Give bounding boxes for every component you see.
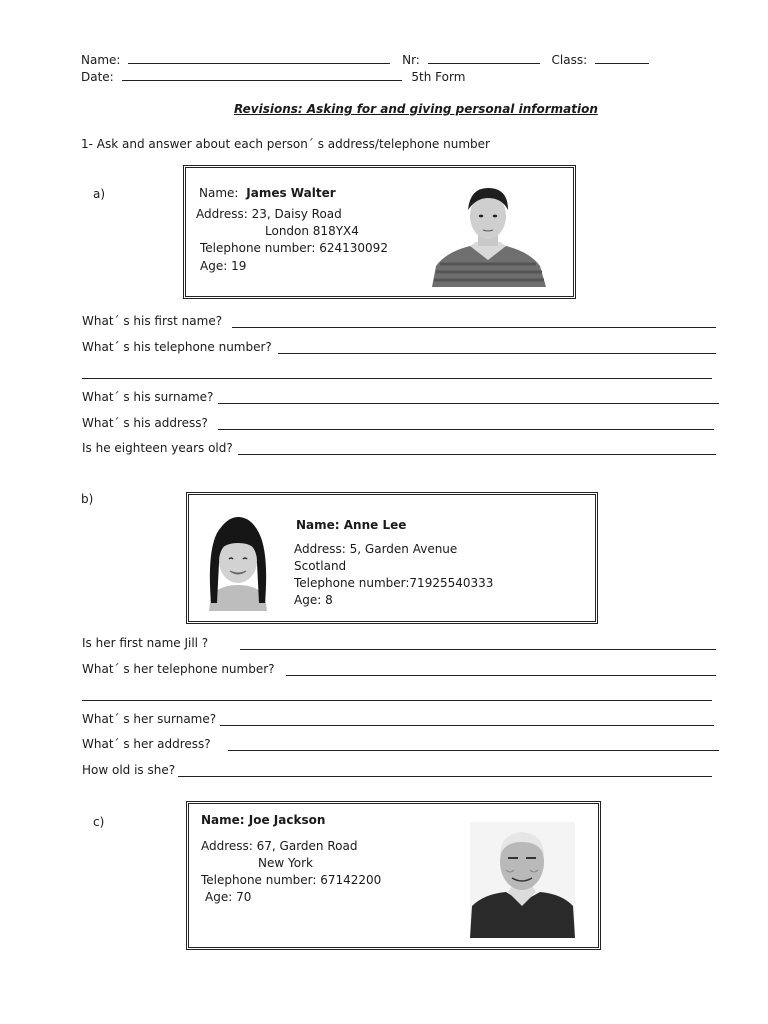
question-b-6-text: How old is she? xyxy=(82,763,176,777)
name-field[interactable] xyxy=(128,52,390,64)
question-b-5 xyxy=(82,737,719,753)
form-label: 5th Form xyxy=(411,70,466,84)
card-a xyxy=(183,165,576,299)
card-a-name xyxy=(199,186,336,200)
photo-young-man xyxy=(426,180,551,287)
question-a-5 xyxy=(82,416,714,432)
question-a-4-text: What´ s his surname? xyxy=(82,390,214,404)
worksheet-title: Revisions: Asking for and giving personal information xyxy=(234,102,598,116)
instruction: 1- Ask and answer about each person´ s address/telephone number xyxy=(81,137,490,151)
question-a-4 xyxy=(82,390,719,406)
question-a-5-text: What´ s his address? xyxy=(82,416,208,430)
question-a-2 xyxy=(82,340,716,356)
nr-label: Nr: xyxy=(402,53,420,67)
card-c-name: Name: Joe Jackson xyxy=(201,813,326,827)
card-a-phone: Telephone number: 624130092 xyxy=(200,241,388,255)
card-c-address2: New York xyxy=(258,856,313,870)
letter-b: b) xyxy=(81,492,94,506)
question-a-2-text: What´ s his telephone number? xyxy=(82,340,272,354)
class-field[interactable] xyxy=(595,52,649,64)
card-c xyxy=(186,801,601,950)
card-c-phone: Telephone number: 67142200 xyxy=(201,873,382,887)
answer-a-6[interactable] xyxy=(238,454,716,455)
answer-a-2[interactable] xyxy=(278,353,716,354)
answer-a-4[interactable] xyxy=(218,403,719,404)
card-b-age: Age: 8 xyxy=(294,593,333,607)
question-b-1 xyxy=(82,636,716,652)
question-b-1-text: Is her first name Jill ? xyxy=(82,636,209,650)
answer-a-3[interactable] xyxy=(82,378,712,379)
photo-girl xyxy=(201,513,275,611)
answer-b-2[interactable] xyxy=(286,675,716,676)
question-a-1 xyxy=(82,314,716,330)
answer-b-1[interactable] xyxy=(240,649,716,650)
card-b-address2: Scotland xyxy=(294,559,347,573)
question-b-2-text: What´ s her telephone number? xyxy=(82,662,275,676)
header-name-row xyxy=(81,52,653,67)
card-a-name-label: Name: xyxy=(199,186,239,200)
question-b-6 xyxy=(82,763,712,779)
question-b-4 xyxy=(82,712,714,728)
card-c-age: Age: 70 xyxy=(205,890,252,904)
answer-a-5[interactable] xyxy=(218,429,714,430)
nr-field[interactable] xyxy=(428,52,540,64)
card-b-phone: Telephone number:71925540333 xyxy=(294,576,494,590)
card-c-address1: Address: 67, Garden Road xyxy=(201,839,358,853)
question-a-1-text: What´ s his first name? xyxy=(82,314,223,328)
question-b-3 xyxy=(82,687,712,703)
date-field[interactable] xyxy=(122,69,402,81)
question-a-3 xyxy=(82,365,712,381)
card-a-name-value: James Walter xyxy=(246,186,336,200)
letter-a: a) xyxy=(93,187,106,201)
class-label: Class: xyxy=(551,53,588,67)
question-b-4-text: What´ s her surname? xyxy=(82,712,217,726)
question-a-6-text: Is he eighteen years old? xyxy=(82,441,233,455)
answer-b-3[interactable] xyxy=(82,700,712,701)
question-b-5-text: What´ s her address? xyxy=(82,737,211,751)
date-label: Date: xyxy=(81,70,114,84)
card-a-age: Age: 19 xyxy=(200,259,247,273)
header-date-row xyxy=(81,69,465,84)
answer-a-1[interactable] xyxy=(232,327,716,328)
answer-b-5[interactable] xyxy=(228,750,719,751)
photo-old-man xyxy=(470,822,575,938)
card-b xyxy=(186,492,598,624)
letter-c: c) xyxy=(93,815,105,829)
card-a-address1: Address: 23, Daisy Road xyxy=(196,207,342,221)
question-a-6 xyxy=(82,441,716,457)
card-b-name: Name: Anne Lee xyxy=(296,518,407,532)
question-b-2 xyxy=(82,662,716,678)
name-label: Name: xyxy=(81,53,121,67)
card-b-address1: Address: 5, Garden Avenue xyxy=(294,542,458,556)
answer-b-4[interactable] xyxy=(220,725,714,726)
answer-b-6[interactable] xyxy=(178,776,712,777)
card-a-address2: London 818YX4 xyxy=(265,224,359,238)
